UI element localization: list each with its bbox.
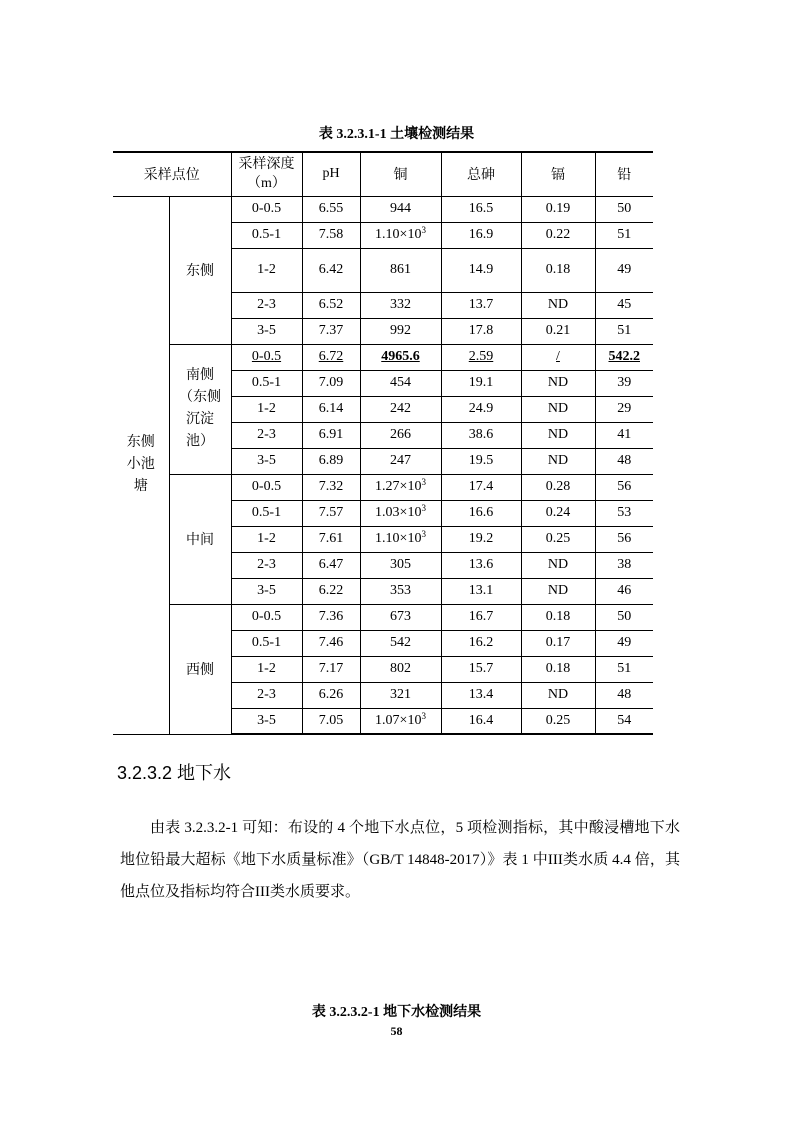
- lead-value: 542.2: [608, 349, 640, 364]
- table-row: [113, 474, 653, 500]
- depth-cell: 3-5: [231, 578, 302, 604]
- lead-cell: 45: [595, 292, 653, 318]
- copper-cell: 247: [360, 448, 441, 474]
- depth-cell: 2-3: [231, 682, 302, 708]
- depth-cell: 2-3: [231, 552, 302, 578]
- depth-cell: 3-5: [231, 318, 302, 344]
- lead-cell: 50: [595, 604, 653, 630]
- header-copper: 铜: [360, 152, 441, 196]
- arsenic-cell: [441, 344, 521, 370]
- copper-exponent: 3: [421, 225, 426, 235]
- copper-mantissa: 1.03×10: [375, 505, 422, 520]
- depth-cell: 0-0.5: [231, 604, 302, 630]
- copper-cell: 861: [360, 248, 441, 292]
- lead-cell: 38: [595, 552, 653, 578]
- cadmium-value: /: [556, 349, 560, 364]
- group-label-cell: [169, 344, 231, 474]
- copper-cell: [360, 526, 441, 552]
- depth-cell: 2-3: [231, 422, 302, 448]
- arsenic-cell: 13.7: [441, 292, 521, 318]
- copper-cell: 454: [360, 370, 441, 396]
- copper-mantissa: 1.10×10: [375, 227, 422, 242]
- group-label: 中间: [169, 474, 231, 604]
- arsenic-cell: 13.6: [441, 552, 521, 578]
- arsenic-cell: 17.4: [441, 474, 521, 500]
- header-depth: [231, 152, 302, 196]
- ph-cell: 6.14: [302, 396, 360, 422]
- ph-cell: 6.52: [302, 292, 360, 318]
- ph-cell: 6.26: [302, 682, 360, 708]
- lead-cell: 49: [595, 248, 653, 292]
- copper-cell: 944: [360, 196, 441, 222]
- copper-mantissa: 1.07×10: [375, 712, 422, 728]
- ph-cell: 6.55: [302, 196, 360, 222]
- site-label: 东侧小池塘: [126, 435, 155, 494]
- depth-cell: 1-2: [231, 248, 302, 292]
- lead-cell: 56: [595, 526, 653, 552]
- cadmium-cell: 0.25: [521, 708, 595, 734]
- ph-cell: 6.89: [302, 448, 360, 474]
- cadmium-cell: ND: [521, 448, 595, 474]
- arsenic-cell: 16.9: [441, 222, 521, 248]
- copper-cell: [360, 344, 441, 370]
- lead-cell: 41: [595, 422, 653, 448]
- header-cadmium: 镉: [521, 152, 595, 196]
- lead-cell: 48: [595, 448, 653, 474]
- cadmium-cell: 0.18: [521, 604, 595, 630]
- copper-cell: 673: [360, 604, 441, 630]
- lead-cell: 39: [595, 370, 653, 396]
- depth-cell: 0.5-1: [231, 222, 302, 248]
- arsenic-cell: 13.1: [441, 578, 521, 604]
- cadmium-cell: 0.17: [521, 630, 595, 656]
- copper-cell: 353: [360, 578, 441, 604]
- group-label: 东侧: [169, 196, 231, 344]
- copper-cell: 321: [360, 682, 441, 708]
- ph-value: 6.72: [318, 349, 344, 364]
- table-caption-2: 表 3.2.3.2-1 地下水检测结果: [311, 1005, 482, 1020]
- copper-cell: 992: [360, 318, 441, 344]
- depth-cell: 0-0.5: [231, 474, 302, 500]
- page-number: 58: [390, 1024, 403, 1038]
- copper-cell: [360, 500, 441, 526]
- cadmium-cell: ND: [521, 292, 595, 318]
- ph-cell: 7.09: [302, 370, 360, 396]
- table-caption: 表 3.2.3.1-1 土壤检测结果: [318, 127, 475, 142]
- depth-cell: 3-5: [231, 708, 302, 734]
- cadmium-cell: 0.22: [521, 222, 595, 248]
- lead-cell: 54: [595, 708, 653, 734]
- group-label: 西侧: [169, 604, 231, 734]
- header-ph: pH: [302, 152, 360, 196]
- table-header-row: [113, 152, 653, 196]
- depth-cell: 1-2: [231, 396, 302, 422]
- cadmium-cell: ND: [521, 682, 595, 708]
- arsenic-cell: 24.9: [441, 396, 521, 422]
- copper-mantissa: 1.10×10: [375, 531, 422, 546]
- section-heading: 3.2.3.2 地下水: [117, 763, 232, 783]
- header-lead: 铅: [595, 152, 653, 196]
- arsenic-cell: 16.4: [441, 708, 521, 734]
- arsenic-cell: 19.2: [441, 526, 521, 552]
- lead-cell: 46: [595, 578, 653, 604]
- header-depth-text: 采样深度（m）: [238, 157, 295, 192]
- cadmium-cell: 0.18: [521, 656, 595, 682]
- copper-exponent: 3: [421, 710, 426, 721]
- depth-cell: 0.5-1: [231, 370, 302, 396]
- soil-results-table: [113, 151, 653, 735]
- depth-cell: 3-5: [231, 448, 302, 474]
- copper-cell: 266: [360, 422, 441, 448]
- lead-cell: 51: [595, 318, 653, 344]
- lead-cell: 49: [595, 630, 653, 656]
- arsenic-cell: 15.7: [441, 656, 521, 682]
- site-cell: [113, 196, 169, 734]
- copper-exponent: 3: [421, 477, 426, 487]
- cadmium-cell: 0.19: [521, 196, 595, 222]
- depth-cell: 0-0.5: [231, 196, 302, 222]
- ph-cell: 7.57: [302, 500, 360, 526]
- arsenic-cell: 16.5: [441, 196, 521, 222]
- depth-cell: [231, 344, 302, 370]
- depth-cell: 0.5-1: [231, 500, 302, 526]
- ph-cell: [302, 344, 360, 370]
- ph-cell: 7.37: [302, 318, 360, 344]
- lead-cell: 48: [595, 682, 653, 708]
- lead-cell: 53: [595, 500, 653, 526]
- copper-cell: 542: [360, 630, 441, 656]
- arsenic-cell: 38.6: [441, 422, 521, 448]
- cadmium-cell: 0.28: [521, 474, 595, 500]
- copper-exponent: 3: [421, 529, 426, 539]
- cadmium-cell: 0.25: [521, 526, 595, 552]
- copper-cell: 802: [360, 656, 441, 682]
- arsenic-cell: 16.7: [441, 604, 521, 630]
- copper-cell: 332: [360, 292, 441, 318]
- cadmium-cell: ND: [521, 396, 595, 422]
- depth-cell: 1-2: [231, 526, 302, 552]
- cadmium-cell: [521, 344, 595, 370]
- ph-cell: 7.32: [302, 474, 360, 500]
- cadmium-cell: 0.18: [521, 248, 595, 292]
- copper-cell: [360, 474, 441, 500]
- arsenic-cell: 19.1: [441, 370, 521, 396]
- cadmium-cell: ND: [521, 552, 595, 578]
- arsenic-cell: 19.5: [441, 448, 521, 474]
- arsenic-cell: 16.2: [441, 630, 521, 656]
- group-label: 南侧（东侧沉淀池）: [179, 368, 221, 449]
- depth-value: 0-0.5: [251, 349, 282, 364]
- ph-cell: 7.58: [302, 222, 360, 248]
- arsenic-cell: 16.6: [441, 500, 521, 526]
- arsenic-cell: 13.4: [441, 682, 521, 708]
- lead-cell: 56: [595, 474, 653, 500]
- ph-cell: 6.42: [302, 248, 360, 292]
- copper-cell: 305: [360, 552, 441, 578]
- cadmium-cell: ND: [521, 370, 595, 396]
- lead-cell: 29: [595, 396, 653, 422]
- table-row: [113, 604, 653, 630]
- ph-cell: 6.47: [302, 552, 360, 578]
- depth-cell: 0.5-1: [231, 630, 302, 656]
- header-site: 采样点位: [113, 152, 231, 196]
- lead-cell: 51: [595, 656, 653, 682]
- depth-cell: 2-3: [231, 292, 302, 318]
- header-arsenic: 总砷: [441, 152, 521, 196]
- lead-cell: [595, 344, 653, 370]
- cadmium-cell: ND: [521, 422, 595, 448]
- cadmium-cell: 0.21: [521, 318, 595, 344]
- ph-cell: 7.61: [302, 526, 360, 552]
- copper-exponent: 3: [421, 503, 426, 513]
- ph-cell: 7.05: [302, 708, 360, 734]
- cadmium-cell: 0.24: [521, 500, 595, 526]
- table-row: [113, 196, 653, 222]
- copper-mantissa: 1.27×10: [375, 479, 422, 494]
- table-row-highlighted: [113, 344, 653, 370]
- copper-cell: [360, 222, 441, 248]
- lead-cell: 51: [595, 222, 653, 248]
- copper-value: 4965.6: [381, 349, 420, 364]
- arsenic-cell: 17.8: [441, 318, 521, 344]
- arsenic-cell: 14.9: [441, 248, 521, 292]
- ph-cell: 7.17: [302, 656, 360, 682]
- ph-cell: 7.36: [302, 604, 360, 630]
- ph-cell: 7.46: [302, 630, 360, 656]
- depth-cell: 1-2: [231, 656, 302, 682]
- ph-cell: 6.22: [302, 578, 360, 604]
- copper-cell: [360, 708, 441, 734]
- section-paragraph: 由表 3.2.3.2-1 可知：布设的 4 个地下水点位，5 项检测指标，其中酸浸槽地下水地位铅最大超标《地下水质量标准》（GB/T 14848-2017）》表 1 中III类水质 4.4 倍，其他点位及指标均符合III类水质要求。: [120, 820, 680, 900]
- ph-cell: 6.91: [302, 422, 360, 448]
- arsenic-value: 2.59: [468, 349, 494, 364]
- lead-cell: 50: [595, 196, 653, 222]
- cadmium-cell: ND: [521, 578, 595, 604]
- copper-cell: 242: [360, 396, 441, 422]
